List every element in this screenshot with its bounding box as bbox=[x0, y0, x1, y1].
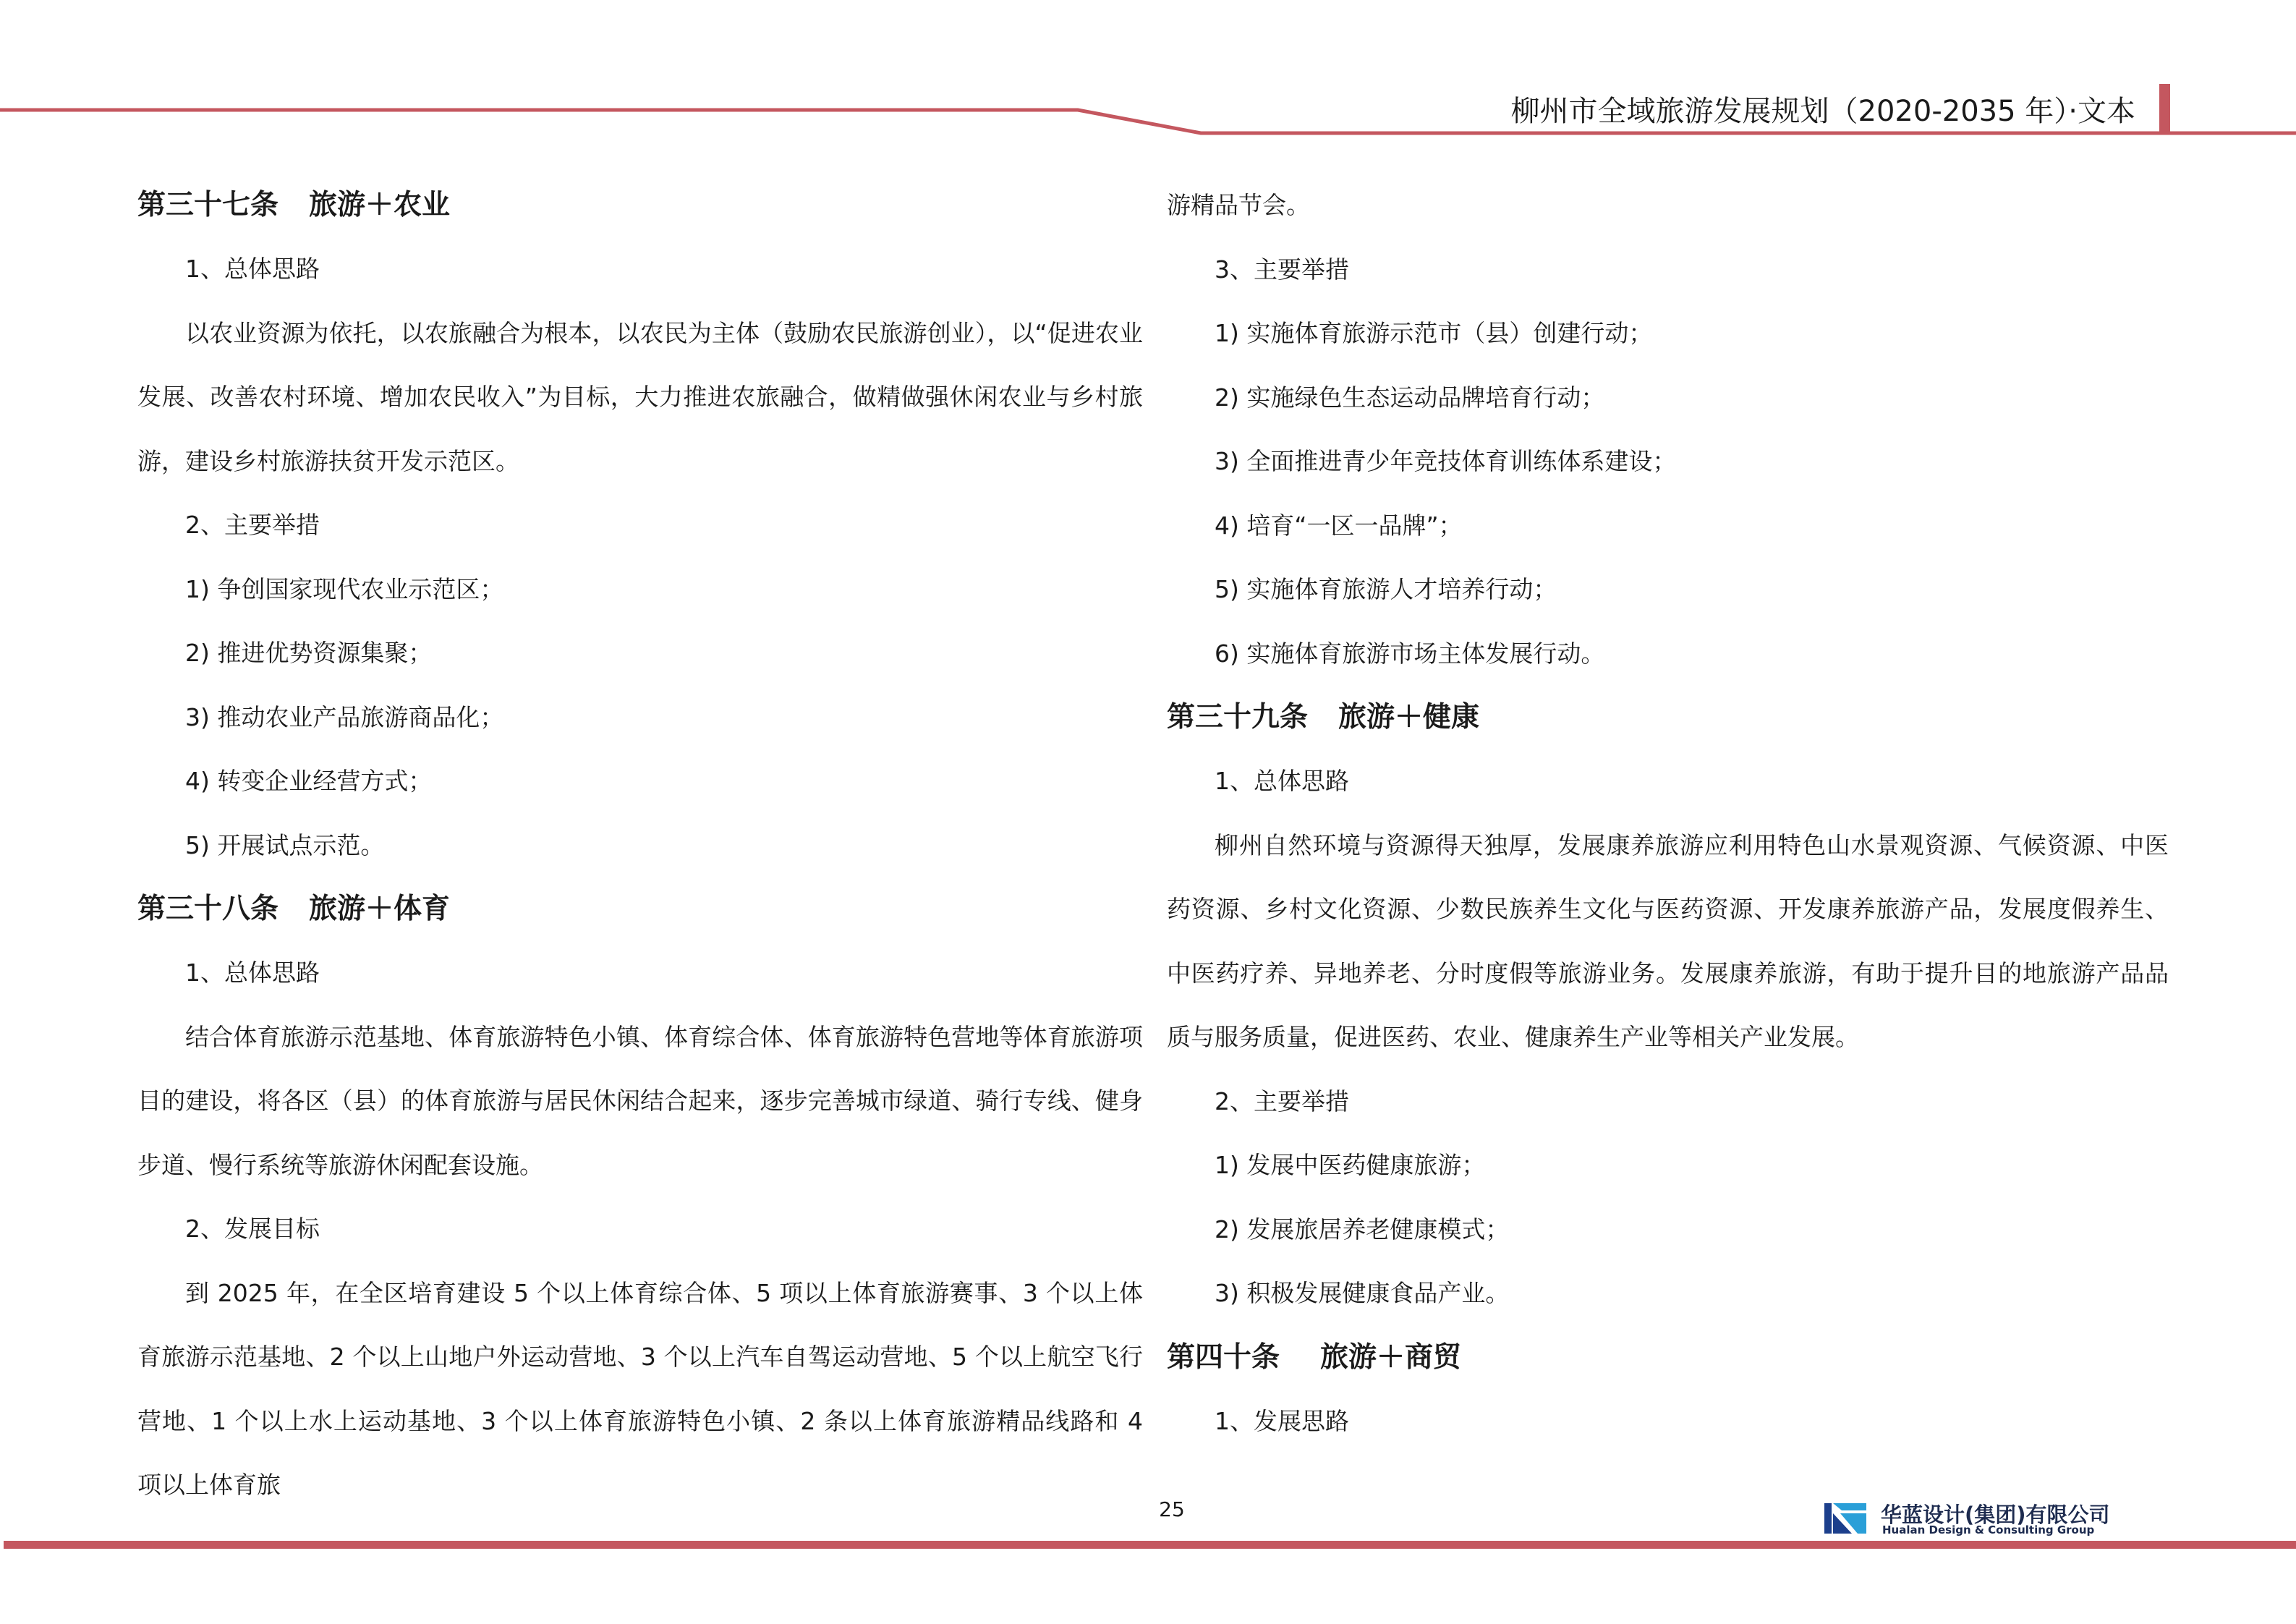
document-header-title: 柳州市全域旅游发展规划（2020-2035 年）·文本 bbox=[1510, 95, 2135, 128]
article-37-heading bbox=[137, 174, 1143, 237]
list-item: 3) 全面推进青少年竞技体育训练体系建设； bbox=[1215, 447, 1677, 475]
list-item: 2) 发展旅居养老健康模式； bbox=[1215, 1215, 1510, 1243]
list-item: 5) 开展试点示范。 bbox=[185, 830, 385, 859]
list-item: 5) 实施体育旅游人才培养行动； bbox=[1215, 575, 1557, 603]
section-heading: 1、发展思路 bbox=[1215, 1406, 1349, 1435]
header-accent-bar bbox=[2159, 84, 2170, 133]
paragraph: 到 2025 年，在全区培育建设 5 个以上体育综合体、5 项以上体育旅游赛事、3 个以上体育旅游示范基地、2 个以上山地户外运动营地、3 个以上汽车自驾运动营地、5 个以上航空飞行营地、1 个以上水上运动基地、3 个以上体育旅游特色小镇、2 条以上体育旅游精品线路和 4 项以上体育旅 bbox=[137, 1278, 1143, 1499]
article-38-number: 第三十八条 bbox=[137, 893, 279, 925]
article-40-number: 第四十条 bbox=[1167, 1340, 1280, 1374]
list-item: 3) 推动农业产品旅游商品化； bbox=[185, 702, 504, 731]
article-39-heading bbox=[1167, 686, 2169, 749]
page-number: 25 bbox=[1159, 1497, 1185, 1521]
paragraph: 柳州自然环境与资源得天独厚，发展康养旅游应利用特色山水景观资源、气候资源、中医药资源、乡村文化资源、少数民族养生文化与医药资源、开发康养旅游产品，发展度假养生、中医药疗养、异地养老、分时度假等旅游业务。发展康养旅游，有助于提升目的地旅游产品品质与服务质量，促进医药、农业、健康养生产业等相关产业发展。 bbox=[1167, 830, 2169, 1051]
section-heading: 1、总体思路 bbox=[185, 255, 320, 283]
paragraph-continuation: 游精品节会。 bbox=[1167, 191, 1310, 219]
article-39-topic: 旅游＋健康 bbox=[1338, 701, 1480, 734]
list-item: 2) 推进优势资源集聚； bbox=[185, 639, 433, 667]
right-column bbox=[1167, 174, 2169, 1453]
logo-company-name-en: Hualan Design & Consulting Group bbox=[1882, 1523, 2095, 1536]
paragraph: 以农业资源为依托，以农旅融合为根本，以农民为主体（鼓励农民旅游创业），以“促进农业发展、改善农村环境、增加农民收入”为目标，大力推进农旅融合，做精做强休闲农业与乡村旅游，建设乡村旅游扶贫开发示范区。 bbox=[137, 318, 1143, 475]
article-40-heading bbox=[1167, 1326, 2169, 1390]
list-item: 4) 转变企业经营方式； bbox=[185, 767, 433, 795]
section-heading: 1、总体思路 bbox=[1215, 767, 1349, 795]
list-item: 2) 实施绿色生态运动品牌培育行动； bbox=[1215, 383, 1605, 412]
article-38-topic: 旅游＋体育 bbox=[309, 893, 451, 925]
list-item: 1) 争创国家现代农业示范区； bbox=[185, 574, 504, 603]
hualan-logo-icon bbox=[1823, 1499, 1868, 1536]
article-39-number: 第三十九条 bbox=[1167, 701, 1309, 734]
section-heading: 3、主要举措 bbox=[1215, 255, 1349, 284]
footer-rule bbox=[4, 1541, 2296, 1549]
article-37-number: 第三十七条 bbox=[137, 189, 279, 221]
article-40-topic: 旅游＋商贸 bbox=[1320, 1340, 1462, 1374]
article-37-topic: 旅游＋农业 bbox=[309, 189, 451, 221]
section-heading: 2、主要举措 bbox=[1215, 1087, 1349, 1115]
list-item: 1) 实施体育旅游示范市（县）创建行动； bbox=[1215, 319, 1653, 347]
list-item: 1) 发展中医药健康旅游； bbox=[1215, 1151, 1486, 1179]
left-column bbox=[137, 174, 1143, 1518]
article-38-heading bbox=[137, 877, 1143, 941]
paragraph: 结合体育旅游示范基地、体育旅游特色小镇、体育综合体、体育旅游特色营地等体育旅游项目的建设，将各区（县）的体育旅游与居民休闲结合起来，逐步完善城市绿道、骑行专线、健身步道、慢行系统等旅游休闲配套设施。 bbox=[137, 1022, 1143, 1179]
list-item: 6) 实施体育旅游市场主体发展行动。 bbox=[1215, 639, 1605, 668]
section-heading: 1、总体思路 bbox=[185, 958, 320, 987]
list-item: 4) 培育“一区一品牌”； bbox=[1215, 511, 1463, 540]
section-heading: 2、主要举措 bbox=[185, 511, 320, 539]
section-heading: 2、发展目标 bbox=[185, 1215, 320, 1243]
logo-company-name: 华蓝设计(集团)有限公司 bbox=[1881, 1502, 2110, 1527]
list-item: 3) 积极发展健康食品产业。 bbox=[1215, 1279, 1510, 1307]
company-logo bbox=[1823, 1499, 2110, 1536]
